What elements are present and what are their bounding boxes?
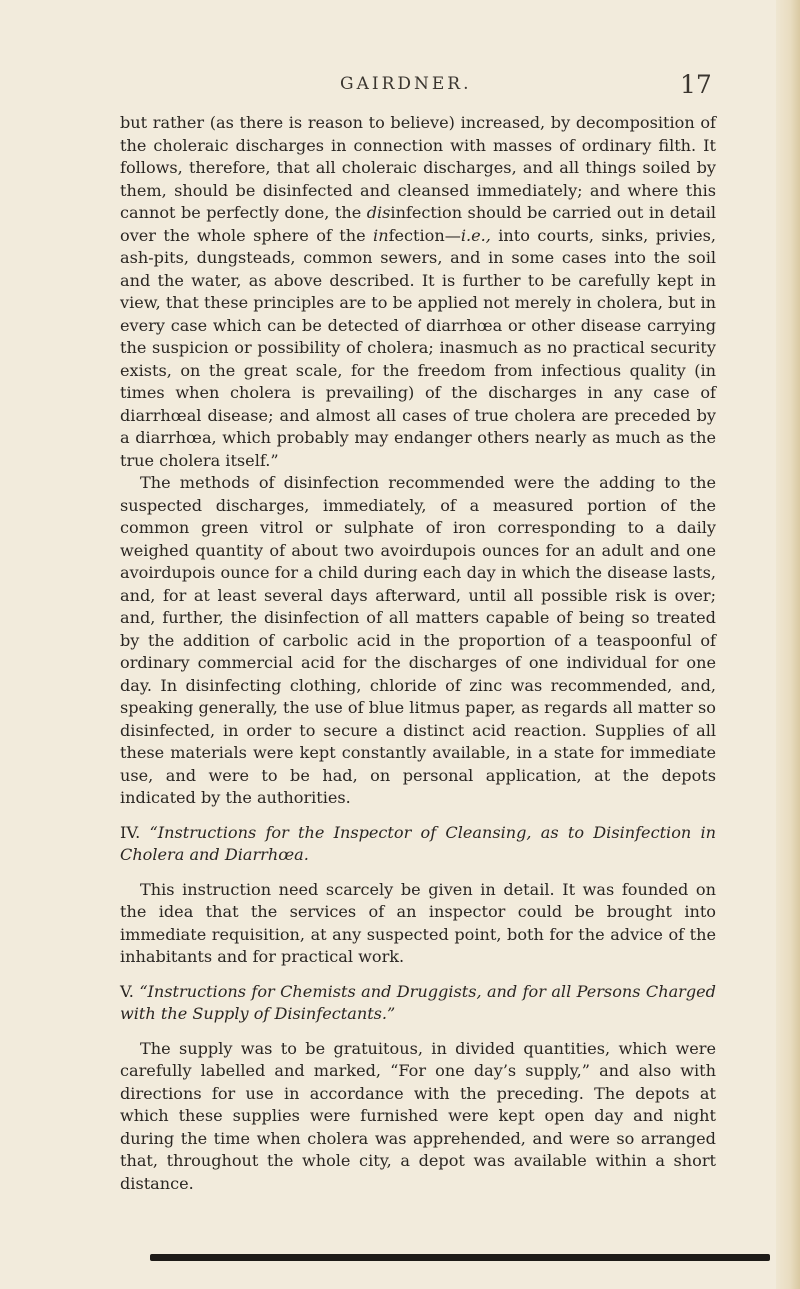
p1-italic-in: in [373,225,389,245]
section-title: “Instructions for Chemists and Druggists, and for all Persons Charged with the Supply of Disinfectants.” [120,981,716,1023]
p1-part: infection should be carried out in detail over the whole sphere of the [120,203,716,245]
running-head: GAIRDNER. [340,74,472,94]
paragraph-inspector: This instruction need scarcely be given in detail. It was founded on the idea that the services of an inspector could be brought into immediate requisition, at any suspected point, both for the advice of the inhabitants and for practical work. [120,879,716,966]
section-title: “Instructions for the Inspector of Cleansing, as to Disinfection in Cholera and Diarrhœa. [120,822,717,864]
paragraph-continued [120,112,716,472]
section-numeral: V. [120,981,134,1001]
paragraph-supply: The supply was to be gratuitous, in divided quantities, which were carefully labelled and marked, “For one day’s supply,” and also with directions for use in accordance with the preceding. The depots at which these supplies were furnished were kept open day and night during the time when cholera was apprehended, and were so arranged that, throughout the whole city, a depot was available within a short distance. [120,1038,716,1193]
p1-italic-dis: dis [366,203,391,222]
page-header [0,70,800,104]
p1-italic-ie: i.e., [460,225,491,245]
p1-part: but rather (as there is reason to believe) increased, by decomposition of the choleraic discharges in connection with masses of ordinary filth. It follows, therefore, that all choleraic discharges, and all things soiled by them, should be disinfected and cleansed immediately; and where this cannot be perfectly done, the [120,113,716,222]
page-number: 17 [680,70,712,99]
section-numeral: IV. [120,822,141,842]
page-edge [776,0,800,1289]
section-heading-v [120,981,716,1026]
paragraph-methods: The methods of disinfection recommended were the adding to the suspected discharges, immediately, of a measured portion of the common green vitrol or sulphate of iron corresponding to a daily weighed quantity of about two avoirdupois ounces for an adult and one avoirdupois ounce for a child during each day in which the disease lasts, and, for at least several days afterward, until all possible risk is over; and, further, the disinfection of all matters capable of being so treated by the addition of carbolic acid in the proportion of a teaspoonful of ordinary commercial acid for the discharges of one individual for one day. In disinfecting clothing, chloride of zinc was recommended, and, speaking generally, the use of blue litmus paper, as regards all matter so disinfected, in order to secure a distinct acid reaction. Supplies of all these materials were kept constantly available, in a state for immediate use, and were to be had, on personal application, at the depots indicated by the authorities. [120,473,716,807]
p1-part: into courts, sinks, privies, ash-pits, dungsteads, common sewers, and in some cases into the soil and the water, as above described. It is further to be carefully kept in view, that these principles are to be applied not merely in cholera, but in every case which can be detected of diarrhœa or other disease carrying the suspicion or possibility of cholera; inasmuch as no practical security exists, on the great scale, for the freedom from infectious quality (in times when cholera is prevailing) of the discharges in any case of diarrhœal disease; and almost all cases of true cholera are preceded by a diarrhœa, which probably may endanger others nearly as much as the true cholera itself.” [120,225,716,470]
bottom-border [150,1254,770,1261]
section-heading-iv [120,822,716,867]
p1-part: fection— [388,225,461,245]
body-text [120,112,716,1195]
